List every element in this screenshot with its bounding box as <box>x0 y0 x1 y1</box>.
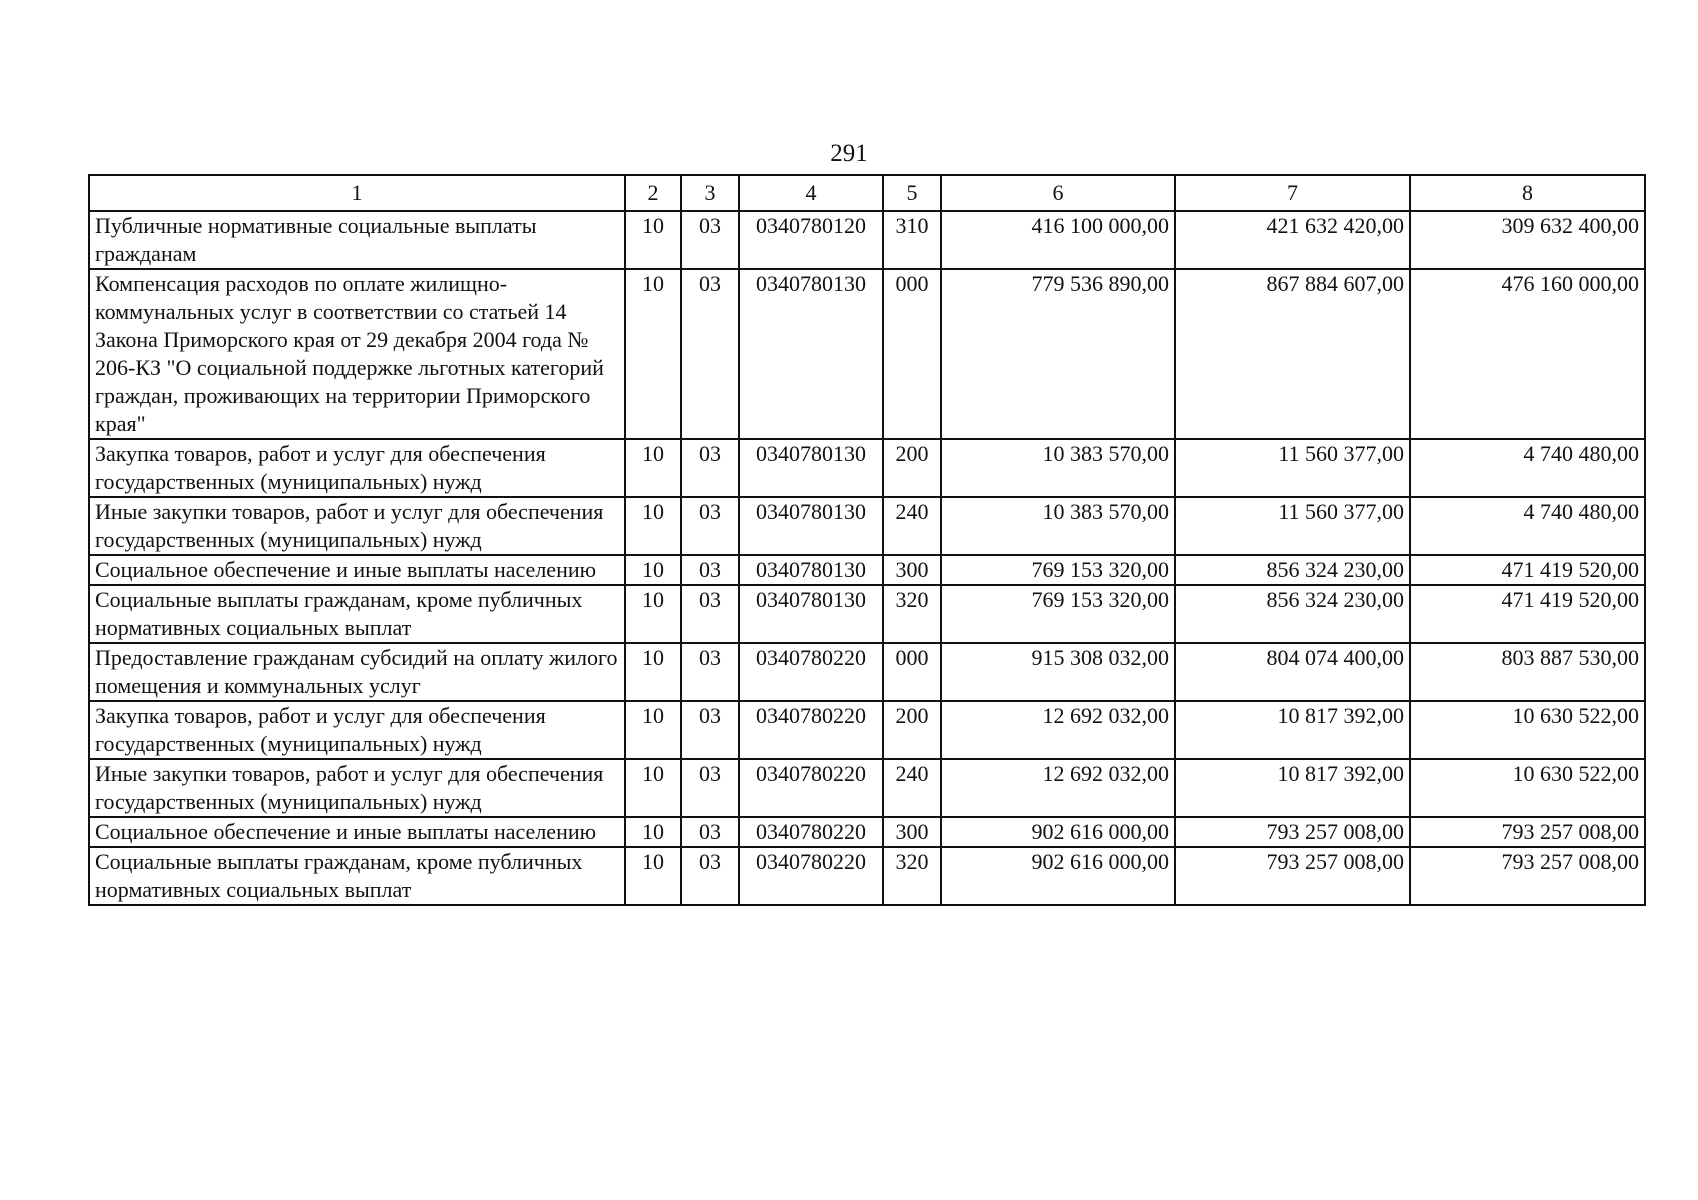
row-subsection: 03 <box>681 211 739 269</box>
row-target-article: 0340780130 <box>739 555 883 585</box>
row-amount-col8: 803 887 530,00 <box>1410 643 1645 701</box>
table-row <box>89 439 1645 497</box>
row-amount-col6: 10 383 570,00 <box>941 439 1175 497</box>
row-target-article: 0340780130 <box>739 269 883 439</box>
row-amount-col6: 902 616 000,00 <box>941 847 1175 905</box>
row-section: 10 <box>625 439 681 497</box>
row-section: 10 <box>625 211 681 269</box>
row-name: Закупка товаров, работ и услуг для обеспечения государственных (муниципальных) нужд <box>89 439 625 497</box>
row-amount-col6: 915 308 032,00 <box>941 643 1175 701</box>
row-subsection: 03 <box>681 269 739 439</box>
row-section: 10 <box>625 643 681 701</box>
row-amount-col8: 793 257 008,00 <box>1410 817 1645 847</box>
header-col-8: 8 <box>1410 175 1645 211</box>
page-number: 291 <box>830 140 868 167</box>
row-subsection: 03 <box>681 847 739 905</box>
row-section: 10 <box>625 817 681 847</box>
row-expense-type: 320 <box>883 585 941 643</box>
row-subsection: 03 <box>681 555 739 585</box>
header-col-4: 4 <box>739 175 883 211</box>
row-subsection: 03 <box>681 497 739 555</box>
row-expense-type: 200 <box>883 701 941 759</box>
header-col-7: 7 <box>1175 175 1410 211</box>
row-target-article: 0340780130 <box>739 439 883 497</box>
row-target-article: 0340780220 <box>739 847 883 905</box>
row-expense-type: 300 <box>883 817 941 847</box>
row-subsection: 03 <box>681 759 739 817</box>
table-row <box>89 817 1645 847</box>
row-amount-col6: 902 616 000,00 <box>941 817 1175 847</box>
row-amount-col8: 10 630 522,00 <box>1410 701 1645 759</box>
row-amount-col8: 471 419 520,00 <box>1410 555 1645 585</box>
row-subsection: 03 <box>681 817 739 847</box>
row-section: 10 <box>625 847 681 905</box>
row-section: 10 <box>625 701 681 759</box>
table-header <box>89 175 1645 211</box>
row-amount-col8: 476 160 000,00 <box>1410 269 1645 439</box>
table-body <box>89 211 1645 905</box>
row-amount-col7: 804 074 400,00 <box>1175 643 1410 701</box>
table-row <box>89 585 1645 643</box>
row-amount-col6: 10 383 570,00 <box>941 497 1175 555</box>
table-row <box>89 643 1645 701</box>
row-expense-type: 240 <box>883 497 941 555</box>
row-section: 10 <box>625 585 681 643</box>
row-target-article: 0340780130 <box>739 497 883 555</box>
row-subsection: 03 <box>681 701 739 759</box>
row-name: Социальное обеспечение и иные выплаты населению <box>89 817 625 847</box>
row-target-article: 0340780130 <box>739 585 883 643</box>
row-target-article: 0340780220 <box>739 701 883 759</box>
row-name: Социальное обеспечение и иные выплаты населению <box>89 555 625 585</box>
budget-table <box>88 174 1646 906</box>
row-amount-col6: 12 692 032,00 <box>941 759 1175 817</box>
row-name: Иные закупки товаров, работ и услуг для обеспечения государственных (муниципальных) нужд <box>89 759 625 817</box>
row-expense-type: 240 <box>883 759 941 817</box>
row-expense-type: 000 <box>883 269 941 439</box>
table-row <box>89 269 1645 439</box>
row-amount-col7: 793 257 008,00 <box>1175 817 1410 847</box>
table-row <box>89 211 1645 269</box>
header-col-5: 5 <box>883 175 941 211</box>
row-amount-col8: 471 419 520,00 <box>1410 585 1645 643</box>
row-name: Компенсация расходов по оплате жилищно-коммунальных услуг в соответствии со статьей 14 Закона Приморского края от 29 декабря 2004 года № 206-КЗ "О социальной поддержке льготных категорий граждан, проживающих на территории Приморского края" <box>89 269 625 439</box>
row-expense-type: 300 <box>883 555 941 585</box>
row-name: Закупка товаров, работ и услуг для обеспечения государственных (муниципальных) нужд <box>89 701 625 759</box>
row-amount-col7: 856 324 230,00 <box>1175 585 1410 643</box>
row-target-article: 0340780220 <box>739 817 883 847</box>
row-amount-col7: 10 817 392,00 <box>1175 759 1410 817</box>
header-col-2: 2 <box>625 175 681 211</box>
row-name: Социальные выплаты гражданам, кроме публичных нормативных социальных выплат <box>89 585 625 643</box>
row-amount-col7: 856 324 230,00 <box>1175 555 1410 585</box>
row-amount-col8: 10 630 522,00 <box>1410 759 1645 817</box>
row-target-article: 0340780120 <box>739 211 883 269</box>
row-amount-col8: 793 257 008,00 <box>1410 847 1645 905</box>
row-expense-type: 320 <box>883 847 941 905</box>
row-subsection: 03 <box>681 585 739 643</box>
row-section: 10 <box>625 555 681 585</box>
row-amount-col6: 779 536 890,00 <box>941 269 1175 439</box>
header-col-6: 6 <box>941 175 1175 211</box>
row-name: Социальные выплаты гражданам, кроме публичных нормативных социальных выплат <box>89 847 625 905</box>
row-amount-col8: 4 740 480,00 <box>1410 497 1645 555</box>
table-row <box>89 759 1645 817</box>
header-col-3: 3 <box>681 175 739 211</box>
row-amount-col7: 11 560 377,00 <box>1175 439 1410 497</box>
row-subsection: 03 <box>681 643 739 701</box>
row-subsection: 03 <box>681 439 739 497</box>
row-amount-col6: 769 153 320,00 <box>941 585 1175 643</box>
table-row <box>89 555 1645 585</box>
row-amount-col7: 11 560 377,00 <box>1175 497 1410 555</box>
row-amount-col7: 421 632 420,00 <box>1175 211 1410 269</box>
header-col-1: 1 <box>89 175 625 211</box>
table-row <box>89 847 1645 905</box>
row-amount-col7: 793 257 008,00 <box>1175 847 1410 905</box>
row-section: 10 <box>625 269 681 439</box>
header-row <box>89 175 1645 211</box>
row-expense-type: 000 <box>883 643 941 701</box>
row-amount-col7: 10 817 392,00 <box>1175 701 1410 759</box>
row-expense-type: 310 <box>883 211 941 269</box>
row-amount-col7: 867 884 607,00 <box>1175 269 1410 439</box>
row-section: 10 <box>625 497 681 555</box>
row-amount-col6: 12 692 032,00 <box>941 701 1175 759</box>
row-target-article: 0340780220 <box>739 759 883 817</box>
row-name: Предоставление гражданам субсидий на оплату жилого помещения и коммунальных услуг <box>89 643 625 701</box>
row-name: Публичные нормативные социальные выплаты гражданам <box>89 211 625 269</box>
row-amount-col8: 309 632 400,00 <box>1410 211 1645 269</box>
row-amount-col6: 769 153 320,00 <box>941 555 1175 585</box>
row-amount-col6: 416 100 000,00 <box>941 211 1175 269</box>
row-target-article: 0340780220 <box>739 643 883 701</box>
row-expense-type: 200 <box>883 439 941 497</box>
table-row <box>89 497 1645 555</box>
row-amount-col8: 4 740 480,00 <box>1410 439 1645 497</box>
row-section: 10 <box>625 759 681 817</box>
row-name: Иные закупки товаров, работ и услуг для обеспечения государственных (муниципальных) нужд <box>89 497 625 555</box>
table-row <box>89 701 1645 759</box>
